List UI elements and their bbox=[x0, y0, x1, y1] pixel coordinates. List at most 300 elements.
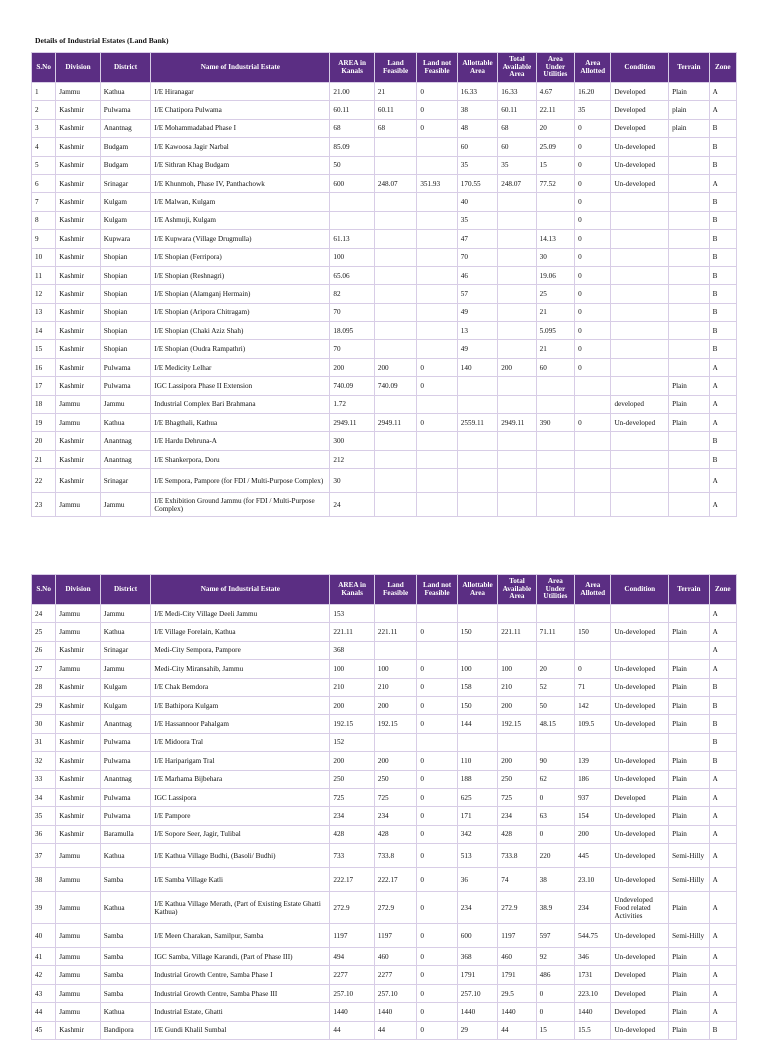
condition-cell: Developed bbox=[611, 119, 669, 137]
total-available-area-cell bbox=[498, 377, 536, 395]
area-allotted-cell: 142 bbox=[575, 696, 611, 714]
terrain-cell bbox=[669, 493, 709, 517]
zone-cell: B bbox=[709, 450, 736, 468]
estate-name-cell: IGC Lassipora bbox=[151, 788, 330, 806]
sno-cell: 8 bbox=[32, 211, 56, 229]
total-available-area-cell: 16.33 bbox=[498, 83, 536, 101]
district-cell: Anantnag bbox=[100, 450, 151, 468]
land-not-feasible-cell: 0 bbox=[417, 807, 457, 825]
allottable-area-cell: 60 bbox=[457, 138, 497, 156]
table-row bbox=[32, 892, 737, 924]
area-under-utilities-header: Area Under Utilities bbox=[536, 53, 574, 83]
zone-cell: A bbox=[709, 1003, 736, 1021]
table-row bbox=[32, 1003, 737, 1021]
area-under-utilities-cell: 15 bbox=[536, 156, 574, 174]
district-cell: Pulwama bbox=[100, 807, 151, 825]
division-cell: Kashmir bbox=[56, 807, 101, 825]
condition-cell bbox=[611, 303, 669, 321]
division-cell: Kashmir bbox=[56, 266, 101, 284]
area-kanals-cell: 210 bbox=[330, 678, 375, 696]
allottable-area-cell: 625 bbox=[457, 788, 497, 806]
zone-cell: A bbox=[709, 469, 736, 493]
table-row bbox=[32, 285, 737, 303]
area-kanals-cell: 153 bbox=[330, 605, 375, 623]
total-available-area-cell: 200 bbox=[498, 358, 536, 376]
zone-cell: B bbox=[709, 119, 736, 137]
condition-cell: Un-developed bbox=[611, 696, 669, 714]
total-available-area-cell bbox=[498, 432, 536, 450]
land-feasible-cell: 725 bbox=[374, 788, 416, 806]
division-cell: Kashmir bbox=[56, 469, 101, 493]
estate-name-header: Name of Industrial Estate bbox=[151, 53, 330, 83]
area-under-utilities-cell: 19.06 bbox=[536, 266, 574, 284]
estate-name-cell: I/E Sopore Seer, Jagir, Tulibal bbox=[151, 825, 330, 843]
condition-cell: Undeveloped Food related Activities bbox=[611, 892, 669, 924]
table-row bbox=[32, 924, 737, 948]
allottable-area-cell: 234 bbox=[457, 892, 497, 924]
estate-name-cell: Medi-City Sempora, Pampore bbox=[151, 641, 330, 659]
allottable-area-cell: 144 bbox=[457, 715, 497, 733]
terrain-cell: Plain bbox=[669, 678, 709, 696]
land-not-feasible-cell: 0 bbox=[417, 696, 457, 714]
allottable-area-cell: 38 bbox=[457, 101, 497, 119]
total-available-area-cell bbox=[498, 340, 536, 358]
district-cell: Budgam bbox=[100, 138, 151, 156]
area-under-utilities-cell: 220 bbox=[536, 844, 574, 868]
allottable-area-cell bbox=[457, 469, 497, 493]
table-header bbox=[32, 575, 737, 605]
area-kanals-cell: 2949.11 bbox=[330, 414, 375, 432]
division-cell: Jammu bbox=[56, 493, 101, 517]
estate-name-cell: I/E Hiranagar bbox=[151, 83, 330, 101]
allottable-area-cell: 46 bbox=[457, 266, 497, 284]
condition-cell: Un-developed bbox=[611, 807, 669, 825]
division-cell: Kashmir bbox=[56, 678, 101, 696]
total-available-area-cell: 1791 bbox=[498, 966, 536, 984]
area-allotted-header: Area Allotted bbox=[575, 575, 611, 605]
allottable-area-cell: 16.33 bbox=[457, 83, 497, 101]
district-cell: Pulwama bbox=[100, 377, 151, 395]
area-kanals-cell: 368 bbox=[330, 641, 375, 659]
table-row bbox=[32, 193, 737, 211]
total-available-area-cell bbox=[498, 322, 536, 340]
area-kanals-cell: 192.15 bbox=[330, 715, 375, 733]
zone-cell: B bbox=[709, 340, 736, 358]
estate-name-cell: I/E Medicity Lelhar bbox=[151, 358, 330, 376]
table-row bbox=[32, 844, 737, 868]
estate-name-cell: I/E Sithran Khag Budgam bbox=[151, 156, 330, 174]
sno-cell: 15 bbox=[32, 340, 56, 358]
land-not-feasible-cell: 0 bbox=[417, 825, 457, 843]
condition-cell bbox=[611, 469, 669, 493]
zone-cell: B bbox=[709, 211, 736, 229]
land-not-feasible-cell: 0 bbox=[417, 752, 457, 770]
terrain-cell: Plain bbox=[669, 623, 709, 641]
terrain-cell: Plain bbox=[669, 752, 709, 770]
area-kanals-cell: 24 bbox=[330, 493, 375, 517]
zone-cell: B bbox=[709, 266, 736, 284]
district-cell: Kulgam bbox=[100, 696, 151, 714]
division-cell: Kashmir bbox=[56, 303, 101, 321]
land-feasible-cell bbox=[374, 211, 416, 229]
terrain-cell: Plain bbox=[669, 948, 709, 966]
area-allotted-cell bbox=[575, 469, 611, 493]
allottable-area-cell: 40 bbox=[457, 193, 497, 211]
sno-cell: 23 bbox=[32, 493, 56, 517]
zone-cell: B bbox=[709, 156, 736, 174]
terrain-cell bbox=[669, 469, 709, 493]
allottable-area-cell: 13 bbox=[457, 322, 497, 340]
estate-name-cell: I/E Kathua Village Budhi, (Basoli/ Budhi) bbox=[151, 844, 330, 868]
table-row bbox=[32, 83, 737, 101]
condition-cell bbox=[611, 605, 669, 623]
allottable-area-header: Allottable Area bbox=[457, 575, 497, 605]
industrial-estates-table-1 bbox=[31, 52, 737, 517]
total-available-area-cell: 725 bbox=[498, 788, 536, 806]
division-cell: Kashmir bbox=[56, 825, 101, 843]
zone-cell: A bbox=[709, 493, 736, 517]
allottable-area-cell: 47 bbox=[457, 230, 497, 248]
terrain-cell: Plain bbox=[669, 788, 709, 806]
land-not-feasible-cell bbox=[417, 493, 457, 517]
land-feasible-cell: 200 bbox=[374, 358, 416, 376]
land-feasible-cell: 68 bbox=[374, 119, 416, 137]
area-kanals-cell: 1197 bbox=[330, 924, 375, 948]
table-row bbox=[32, 623, 737, 641]
division-cell: Jammu bbox=[56, 924, 101, 948]
land-not-feasible-cell bbox=[417, 641, 457, 659]
land-feasible-cell bbox=[374, 138, 416, 156]
area-kanals-cell bbox=[330, 211, 375, 229]
area-under-utilities-cell bbox=[536, 377, 574, 395]
land-not-feasible-cell bbox=[417, 395, 457, 413]
total-available-area-cell: 248.07 bbox=[498, 174, 536, 192]
terrain-cell: Plain bbox=[669, 414, 709, 432]
total-available-area-cell: 1197 bbox=[498, 924, 536, 948]
area-allotted-cell: 0 bbox=[575, 156, 611, 174]
division-cell: Kashmir bbox=[56, 119, 101, 137]
terrain-cell: Plain bbox=[669, 770, 709, 788]
land-not-feasible-cell bbox=[417, 469, 457, 493]
total-available-area-cell bbox=[498, 605, 536, 623]
division-cell: Jammu bbox=[56, 892, 101, 924]
area-kanals-cell: 222.17 bbox=[330, 868, 375, 892]
area-kanals-cell: 1440 bbox=[330, 1003, 375, 1021]
land-feasible-cell bbox=[374, 266, 416, 284]
terrain-cell: Plain bbox=[669, 660, 709, 678]
land-feasible-cell bbox=[374, 248, 416, 266]
allottable-area-cell: 170.55 bbox=[457, 174, 497, 192]
area-allotted-cell: 0 bbox=[575, 230, 611, 248]
total-available-area-cell: 1440 bbox=[498, 1003, 536, 1021]
land-feasible-cell: 222.17 bbox=[374, 868, 416, 892]
sno-cell: 11 bbox=[32, 266, 56, 284]
estate-name-cell: I/E Mohammadabad Phase I bbox=[151, 119, 330, 137]
condition-cell: Un-developed bbox=[611, 414, 669, 432]
zone-cell: B bbox=[709, 678, 736, 696]
area-under-utilities-cell: 5.095 bbox=[536, 322, 574, 340]
land-not-feasible-cell bbox=[417, 230, 457, 248]
division-cell: Kashmir bbox=[56, 248, 101, 266]
allottable-area-cell: 35 bbox=[457, 211, 497, 229]
district-cell: Bandipora bbox=[100, 1021, 151, 1039]
total-available-area-cell: 250 bbox=[498, 770, 536, 788]
condition-header: Condition bbox=[611, 53, 669, 83]
allottable-area-cell: 1440 bbox=[457, 1003, 497, 1021]
division-cell: Jammu bbox=[56, 1003, 101, 1021]
area-kanals-cell: 234 bbox=[330, 807, 375, 825]
district-cell: Pulwama bbox=[100, 752, 151, 770]
estate-name-cell: I/E Shankerpora, Doru bbox=[151, 450, 330, 468]
land-feasible-cell: 2949.11 bbox=[374, 414, 416, 432]
land-feasible-cell: 60.11 bbox=[374, 101, 416, 119]
land-not-feasible-cell bbox=[417, 248, 457, 266]
total-available-area-cell: 234 bbox=[498, 807, 536, 825]
condition-cell: Un-developed bbox=[611, 868, 669, 892]
total-available-area-cell: 200 bbox=[498, 752, 536, 770]
area-allotted-cell: 0 bbox=[575, 660, 611, 678]
sno-cell: 3 bbox=[32, 119, 56, 137]
allottable-area-cell: 36 bbox=[457, 868, 497, 892]
estate-name-cell: I/E Hardu Dehruna-A bbox=[151, 432, 330, 450]
zone-cell: A bbox=[709, 660, 736, 678]
total-available-area-cell: 200 bbox=[498, 696, 536, 714]
area-under-utilities-cell: 22.11 bbox=[536, 101, 574, 119]
total-available-area-cell: 44 bbox=[498, 1021, 536, 1039]
division-cell: Kashmir bbox=[56, 340, 101, 358]
land-feasible-cell bbox=[374, 605, 416, 623]
sno-cell: 10 bbox=[32, 248, 56, 266]
table-row bbox=[32, 984, 737, 1002]
sno-cell: 12 bbox=[32, 285, 56, 303]
area-allotted-cell: 150 bbox=[575, 623, 611, 641]
table-row bbox=[32, 395, 737, 413]
table-row bbox=[32, 770, 737, 788]
zone-cell: A bbox=[709, 788, 736, 806]
allottable-area-cell bbox=[457, 493, 497, 517]
estate-name-cell: I/E Hariparigam Tral bbox=[151, 752, 330, 770]
condition-cell: Un-developed bbox=[611, 752, 669, 770]
land-not-feasible-cell: 0 bbox=[417, 119, 457, 137]
sno-cell: 45 bbox=[32, 1021, 56, 1039]
allottable-area-header: Allottable Area bbox=[457, 53, 497, 83]
table-row bbox=[32, 119, 737, 137]
land-not-feasible-cell: 0 bbox=[417, 660, 457, 678]
area-allotted-cell: 223.10 bbox=[575, 984, 611, 1002]
total-available-area-cell bbox=[498, 193, 536, 211]
area-kanals-cell: 100 bbox=[330, 248, 375, 266]
division-cell: Kashmir bbox=[56, 770, 101, 788]
table-row bbox=[32, 807, 737, 825]
condition-cell: Un-developed bbox=[611, 678, 669, 696]
land-feasible-cell bbox=[374, 322, 416, 340]
area-under-utilities-cell: 20 bbox=[536, 119, 574, 137]
condition-cell: Un-developed bbox=[611, 770, 669, 788]
table-row bbox=[32, 432, 737, 450]
land-not-feasible-cell bbox=[417, 266, 457, 284]
sno-cell: 37 bbox=[32, 844, 56, 868]
allottable-area-cell bbox=[457, 377, 497, 395]
division-cell: Kashmir bbox=[56, 696, 101, 714]
estate-name-cell: I/E Hassannoor Pahalgam bbox=[151, 715, 330, 733]
terrain-cell bbox=[669, 432, 709, 450]
land-not-feasible-cell bbox=[417, 285, 457, 303]
zone-cell: A bbox=[709, 924, 736, 948]
table-row bbox=[32, 966, 737, 984]
sno-cell: 24 bbox=[32, 605, 56, 623]
district-cell: Shopian bbox=[100, 303, 151, 321]
area-kanals-cell: 740.09 bbox=[330, 377, 375, 395]
sno-cell: 7 bbox=[32, 193, 56, 211]
area-allotted-cell: 445 bbox=[575, 844, 611, 868]
zone-cell: A bbox=[709, 101, 736, 119]
district-cell: Samba bbox=[100, 966, 151, 984]
estate-name-cell: I/E Ashmuji, Kulgam bbox=[151, 211, 330, 229]
area-allotted-cell: 16.20 bbox=[575, 83, 611, 101]
sno-cell: 34 bbox=[32, 788, 56, 806]
division-cell: Jammu bbox=[56, 868, 101, 892]
estate-name-cell: I/E Exhibition Ground Jammu (for FDI / Multi-Purpose Complex) bbox=[151, 493, 330, 517]
total-available-area-header: Total Available Area bbox=[498, 575, 536, 605]
terrain-cell bbox=[669, 285, 709, 303]
area-allotted-cell: 0 bbox=[575, 340, 611, 358]
district-header: District bbox=[100, 575, 151, 605]
total-available-area-cell: 733.8 bbox=[498, 844, 536, 868]
terrain-cell bbox=[669, 605, 709, 623]
zone-cell: A bbox=[709, 984, 736, 1002]
terrain-cell bbox=[669, 358, 709, 376]
condition-cell bbox=[611, 377, 669, 395]
area-under-utilities-cell: 63 bbox=[536, 807, 574, 825]
division-cell: Jammu bbox=[56, 966, 101, 984]
area-under-utilities-cell: 71.11 bbox=[536, 623, 574, 641]
area-under-utilities-cell: 0 bbox=[536, 788, 574, 806]
table-row bbox=[32, 678, 737, 696]
area-under-utilities-cell: 21 bbox=[536, 303, 574, 321]
condition-cell bbox=[611, 733, 669, 751]
area-kanals-cell: 21.00 bbox=[330, 83, 375, 101]
division-cell: Kashmir bbox=[56, 322, 101, 340]
terrain-cell bbox=[669, 303, 709, 321]
total-available-area-cell: 2949.11 bbox=[498, 414, 536, 432]
area-allotted-cell bbox=[575, 605, 611, 623]
district-cell: Jammu bbox=[100, 660, 151, 678]
land-not-feasible-cell: 0 bbox=[417, 966, 457, 984]
sno-cell: 20 bbox=[32, 432, 56, 450]
land-feasible-cell: 248.07 bbox=[374, 174, 416, 192]
total-available-area-cell bbox=[498, 395, 536, 413]
land-not-feasible-cell bbox=[417, 450, 457, 468]
total-available-area-cell bbox=[498, 248, 536, 266]
land-feasible-cell: 250 bbox=[374, 770, 416, 788]
area-kanals-cell: 2277 bbox=[330, 966, 375, 984]
condition-cell bbox=[611, 340, 669, 358]
land-not-feasible-cell: 0 bbox=[417, 414, 457, 432]
area-under-utilities-cell: 52 bbox=[536, 678, 574, 696]
area-kanals-cell: 50 bbox=[330, 156, 375, 174]
division-cell: Kashmir bbox=[56, 174, 101, 192]
division-cell: Kashmir bbox=[56, 788, 101, 806]
area-under-utilities-cell: 38.9 bbox=[536, 892, 574, 924]
table-row bbox=[32, 101, 737, 119]
sno-cell: 28 bbox=[32, 678, 56, 696]
land-feasible-cell: 221.11 bbox=[374, 623, 416, 641]
zone-cell: B bbox=[709, 322, 736, 340]
area-allotted-cell bbox=[575, 450, 611, 468]
area-allotted-cell: 544.75 bbox=[575, 924, 611, 948]
table-body bbox=[32, 605, 737, 1040]
district-cell: Anantnag bbox=[100, 770, 151, 788]
sno-cell: 30 bbox=[32, 715, 56, 733]
land-not-feasible-cell bbox=[417, 432, 457, 450]
allottable-area-cell bbox=[457, 450, 497, 468]
area-allotted-cell: 0 bbox=[575, 414, 611, 432]
district-cell: Shopian bbox=[100, 340, 151, 358]
sno-header: S.No bbox=[32, 53, 56, 83]
allottable-area-cell: 171 bbox=[457, 807, 497, 825]
sno-cell: 44 bbox=[32, 1003, 56, 1021]
land-not-feasible-cell: 0 bbox=[417, 892, 457, 924]
area-under-utilities-cell: 38 bbox=[536, 868, 574, 892]
land-not-feasible-cell: 0 bbox=[417, 1021, 457, 1039]
area-kanals-cell: 18.095 bbox=[330, 322, 375, 340]
division-cell: Jammu bbox=[56, 83, 101, 101]
district-cell: Srinagar bbox=[100, 174, 151, 192]
area-allotted-cell: 0 bbox=[575, 138, 611, 156]
district-cell: Kathua bbox=[100, 1003, 151, 1021]
condition-cell: Developed bbox=[611, 101, 669, 119]
land-not-feasible-cell bbox=[417, 733, 457, 751]
terrain-cell: Plain bbox=[669, 1003, 709, 1021]
land-not-feasible-cell: 0 bbox=[417, 868, 457, 892]
area-under-utilities-cell: 486 bbox=[536, 966, 574, 984]
district-cell: Samba bbox=[100, 948, 151, 966]
total-available-area-cell: 428 bbox=[498, 825, 536, 843]
division-cell: Kashmir bbox=[56, 377, 101, 395]
allottable-area-cell: 600 bbox=[457, 924, 497, 948]
sno-cell: 1 bbox=[32, 83, 56, 101]
terrain-cell: Semi-Hilly bbox=[669, 924, 709, 948]
area-under-utilities-cell: 48.15 bbox=[536, 715, 574, 733]
zone-cell: B bbox=[709, 248, 736, 266]
terrain-cell: plain bbox=[669, 101, 709, 119]
district-cell: Anantnag bbox=[100, 715, 151, 733]
area-under-utilities-cell: 30 bbox=[536, 248, 574, 266]
estate-name-cell: Industrial Growth Centre, Samba Phase I bbox=[151, 966, 330, 984]
division-cell: Jammu bbox=[56, 660, 101, 678]
condition-cell bbox=[611, 230, 669, 248]
land-feasible-cell bbox=[374, 340, 416, 358]
estate-name-cell: I/E Kawoosa Jagir Narbal bbox=[151, 138, 330, 156]
land-feasible-cell bbox=[374, 469, 416, 493]
condition-cell: Un-developed bbox=[611, 174, 669, 192]
zone-cell: A bbox=[709, 807, 736, 825]
area-kanals-cell: 494 bbox=[330, 948, 375, 966]
district-cell: Pulwama bbox=[100, 101, 151, 119]
total-available-area-cell bbox=[498, 303, 536, 321]
district-cell: Srinagar bbox=[100, 641, 151, 659]
estate-name-cell: I/E Marhama Bijbehara bbox=[151, 770, 330, 788]
area-kanals-cell: 65.06 bbox=[330, 266, 375, 284]
district-cell: Jammu bbox=[100, 395, 151, 413]
condition-cell bbox=[611, 450, 669, 468]
table-row bbox=[32, 450, 737, 468]
estate-name-cell: Industrial Growth Centre, Samba Phase III bbox=[151, 984, 330, 1002]
area-under-utilities-cell: 390 bbox=[536, 414, 574, 432]
area-kanals-cell: 725 bbox=[330, 788, 375, 806]
total-available-area-cell bbox=[498, 733, 536, 751]
area-under-utilities-cell: 0 bbox=[536, 984, 574, 1002]
